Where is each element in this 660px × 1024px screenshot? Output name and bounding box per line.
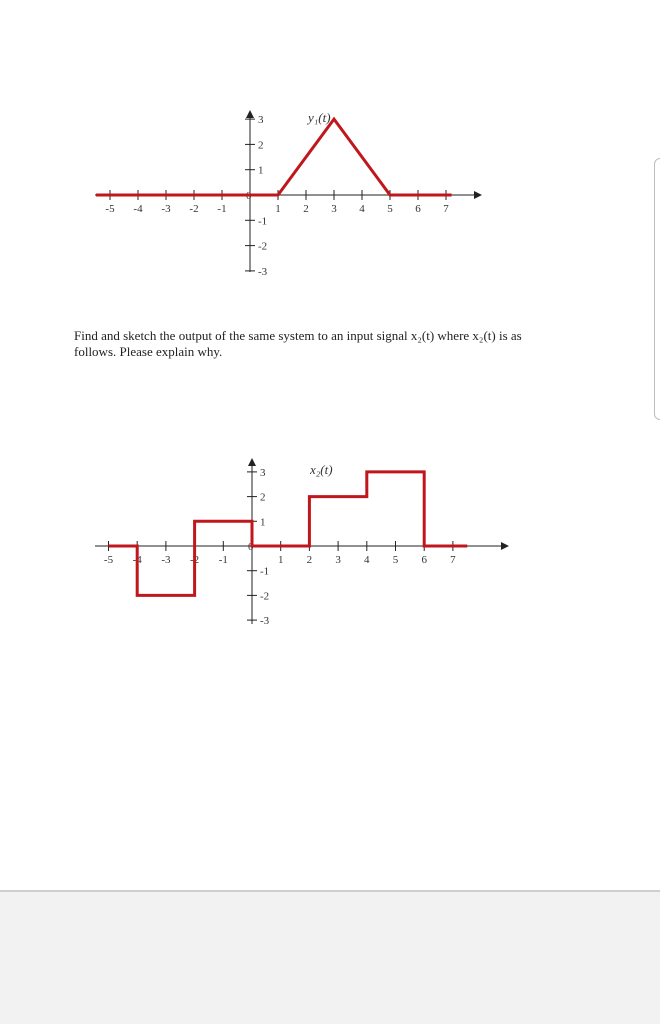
axes [95, 110, 482, 272]
x-tick-label: 2 [306, 554, 313, 566]
x-tick-label: 6 [421, 554, 427, 566]
x-tick-label: 7 [450, 554, 456, 566]
axes [95, 458, 509, 624]
x-tick-label: 5 [387, 203, 393, 215]
x-tick-label: 0 [248, 541, 254, 553]
x-tick-label: -1 [217, 203, 227, 215]
y-tick-label: 1 [258, 164, 264, 177]
x-tick-label: -4 [133, 203, 143, 215]
y-axis-arrow [248, 458, 256, 466]
x-tick-label: 1 [277, 554, 284, 566]
x-tick-label: 7 [443, 203, 449, 215]
y-tick-label: 3 [258, 114, 264, 127]
bottom-panel [0, 890, 660, 1024]
x-tick-label: 1 [275, 203, 281, 215]
x-tick-label: 2 [303, 203, 309, 215]
y-tick-label: -3 [260, 615, 270, 628]
x-axis-arrow [501, 542, 509, 550]
y-tick-label: -2 [260, 590, 270, 603]
y-axis-arrow [246, 110, 254, 118]
x-tick-label: 3 [335, 554, 341, 566]
x-tick-label: 6 [415, 203, 421, 215]
x-tick-label: -5 [105, 203, 115, 215]
y-tick-label: 2 [260, 491, 266, 504]
x-tick-label: 4 [359, 203, 365, 215]
graph-x2 [0, 450, 520, 630]
signal-x2 [109, 472, 468, 596]
y-tick-label: -1 [258, 215, 268, 228]
question-line-2: follows. Please explain why. [74, 344, 223, 359]
y-tick-label: 2 [258, 139, 264, 152]
scroll-tab[interactable] [654, 158, 660, 420]
x-tick-label: -4 [132, 554, 142, 566]
graph-y1 [0, 100, 520, 280]
x-axis-arrow [474, 191, 482, 199]
x-tick-label: -3 [161, 203, 171, 215]
y-tick-label: 3 [260, 466, 266, 479]
graph-title: x₂(t) [310, 462, 333, 477]
question-line-1: Find and sketch the output of the same system to an input signal x₂(t) where x₂(t) is as [74, 328, 522, 343]
x-tick-label: -1 [218, 554, 228, 566]
x-tick-label: -3 [161, 554, 171, 566]
x-tick-label: -2 [189, 203, 199, 215]
y-tick-label: -2 [258, 240, 268, 253]
signal-y1 [96, 119, 452, 195]
x-tick-label: 0 [246, 190, 252, 202]
graph-title: y₁(t) [308, 110, 331, 125]
y-tick-label: -3 [258, 265, 268, 278]
y-tick-label: -1 [260, 565, 270, 578]
x-tick-label: 4 [364, 554, 370, 566]
x-tick-label: -2 [190, 554, 200, 566]
x-tick-label: -5 [103, 554, 114, 566]
x-tick-label: 5 [392, 554, 399, 566]
x-tick-label: 3 [331, 203, 337, 215]
y-tick-label: 1 [260, 516, 266, 529]
question-text [74, 328, 574, 360]
